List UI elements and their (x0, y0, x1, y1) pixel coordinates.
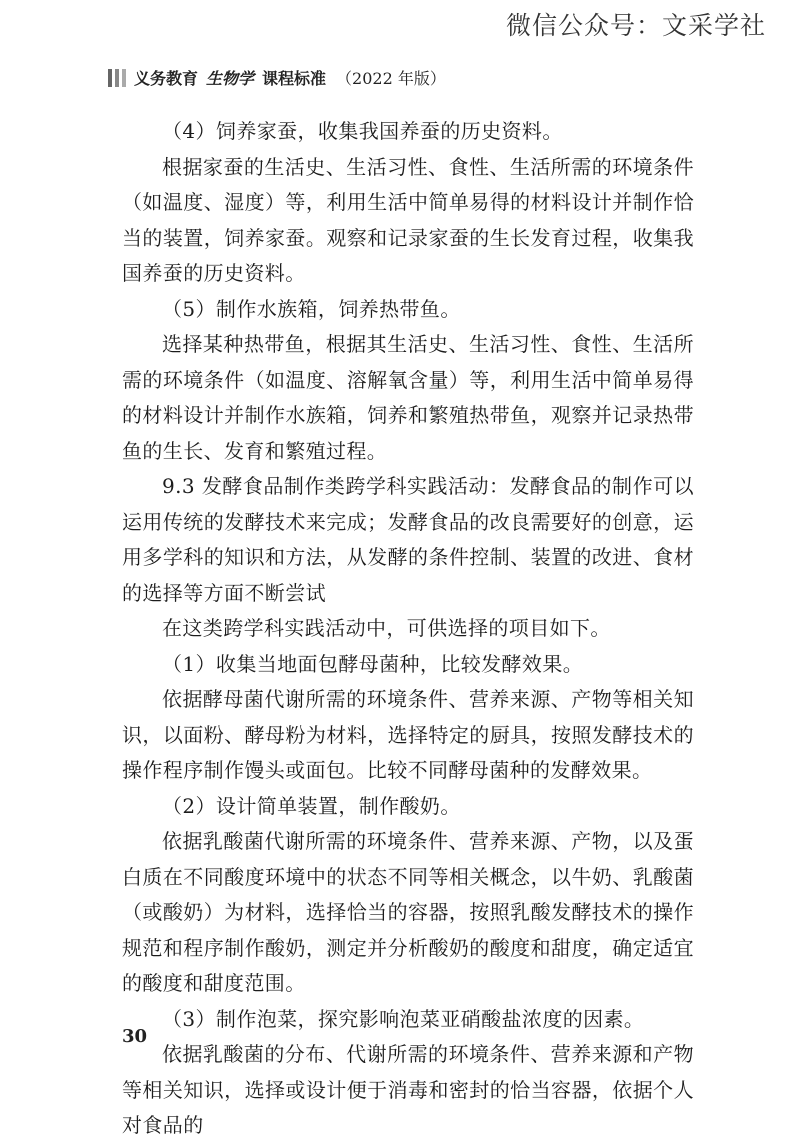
header-bars-decoration (108, 69, 126, 87)
paragraph: 选择某种热带鱼，根据其生活史、生活习性、食性、生活所需的环境条件（如温度、溶解氧含量）等，利用生活中简单易得的材料设计并制作水族箱，饲养和繁殖热带鱼，观察并记录热带鱼的生长、发育和繁殖过程。 (122, 332, 694, 463)
paragraph: 在这类跨学科实践活动中，可供选择的项目如下。 (162, 616, 611, 640)
page-body (122, 114, 694, 1144)
paragraph: 依据乳酸菌的分布、代谢所需的环境条件、营养来源和产物等相关知识，选择或设计便于消毒和密封的恰当容器，依据个人对食品的 (122, 1042, 694, 1137)
paragraph-item-heading: （3）制作泡菜，探究影响泡菜亚硝酸盐浓度的因素。 (162, 1006, 645, 1031)
paragraph-item-heading: （4）饲养家蚕，收集我国养蚕的历史资料。 (162, 119, 563, 143)
paragraph: 依据乳酸菌代谢所需的环境条件、营养来源、产物，以及蛋白质在不同酸度环境中的状态不同等相关概念，以牛奶、乳酸菌（或酸奶）为材料，选择恰当的容器，按照乳酸发酵技术的操作规范和程序制作酸奶，测定并分析酸奶的酸度和甜度，确定适宜的酸度和甜度范围。 (122, 829, 694, 995)
header-subject: 生物学 (206, 69, 255, 88)
paragraph: 依据酵母菌代谢所需的环境条件、营养来源、产物等相关知识，以面粉、酵母粉为材料，选择特定的厨具，按照发酵技术的操作程序制作馒头或面包。比较不同酵母菌种的发酵效果。 (122, 687, 694, 782)
paragraph-item-heading: （5）制作水族箱，饲养热带鱼。 (162, 296, 461, 321)
header-subtitle: 课程标准 (262, 69, 327, 88)
running-header (108, 66, 446, 89)
section-heading-9-3: 9.3 发酵食品制作类跨学科实践活动：发酵食品的制作可以运用传统的发酵技术来完成；发酵食品的改良需要好的创意，运用多学科的知识和方法，从发酵的条件控制、装置的改进、食材的选择等方面不断尝试 (122, 474, 694, 605)
watermark: 微信公众号：文采学社 (505, 11, 766, 40)
paragraph-item-heading: （2）设计简单装置，制作酸奶。 (162, 793, 461, 818)
header-edition: （2022 年版） (336, 69, 446, 88)
header-title: 义务教育 (134, 69, 199, 88)
paragraph-item-heading: （1）收集当地面包酵母菌种，比较发酵效果。 (162, 651, 584, 676)
page-number: 30 (122, 1026, 148, 1047)
paragraph: 根据家蚕的生活史、生活习性、食性、生活所需的环境条件（如温度、湿度）等，利用生活中简单易得的材料设计并制作恰当的装置，饲养家蚕。观察和记录家蚕的生长发育过程，收集我国养蚕的历史资料。 (122, 154, 694, 285)
